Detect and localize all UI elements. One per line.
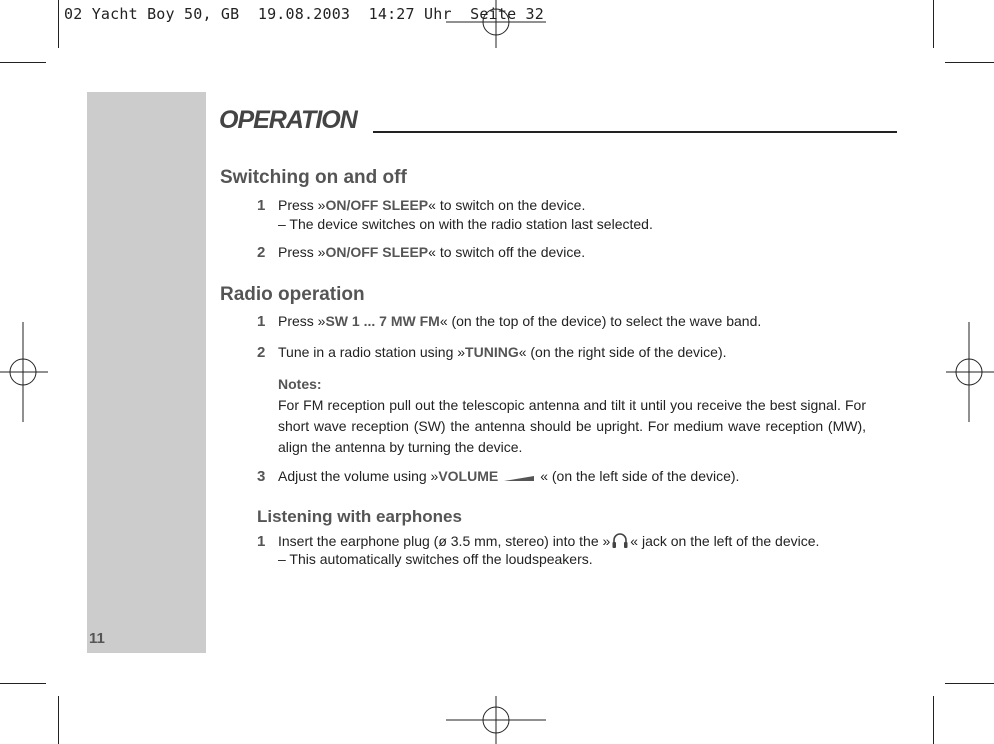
step-number: 2 (257, 344, 266, 361)
section-heading-switching: Switching on and off (220, 167, 407, 188)
step-text: « to switch on the device. (428, 197, 586, 213)
notes-label: Notes: (278, 376, 322, 392)
step-text: Adjust the volume using » (278, 468, 439, 484)
crop-mark (945, 62, 994, 63)
key-label: ON/OFF SLEEP (325, 197, 429, 213)
earphones-step-1-note: – This automatically switches off the loudspeakers. (278, 551, 593, 567)
step-text: Tune in a radio station using » (278, 344, 466, 360)
step-number: 3 (257, 468, 266, 485)
crop-mark (0, 683, 46, 684)
step-text: « to switch off the device. (428, 244, 586, 260)
step-text: « (on the top of the device) to select the wave band. (439, 313, 762, 329)
step-text: Insert the earphone plug (ø 3.5 mm, stereo) into the » (278, 533, 611, 549)
step-number: 1 (257, 533, 266, 550)
notes-text: For FM reception pull out the telescopic antenna and tilt it until you receive the best signal. For short wave reception (SW) the antenna should be upright. For medium wave reception (MW), align the antenna by turning the device. (278, 397, 866, 455)
crop-mark (933, 0, 934, 48)
page-title: OPERATION (219, 106, 357, 134)
step-number: 2 (257, 244, 266, 261)
step-text: « (on the right side of the device). (518, 344, 727, 360)
step-text: Press » (278, 244, 326, 260)
step-number: 1 (257, 197, 266, 214)
crop-mark (945, 683, 994, 684)
earphones-step-1 (257, 532, 819, 550)
key-label: ON/OFF SLEEP (325, 244, 429, 260)
side-band (87, 92, 206, 653)
volume-wedge-icon (504, 472, 534, 482)
step-number: 1 (257, 313, 266, 330)
switching-step-2 (257, 244, 585, 261)
page-number: 11 (89, 630, 105, 647)
key-label: VOLUME (438, 468, 499, 484)
crop-mark (58, 0, 59, 48)
registration-mark-top (446, 0, 546, 50)
title-rule (373, 131, 897, 133)
step-text: « (on the left side of the device). (540, 468, 740, 484)
print-header: 02 Yacht Boy 50, GB 19.08.2003 14:27 Uhr Seite 32 (64, 5, 544, 23)
switching-step-1-note: – The device switches on with the radio station last selected. (278, 216, 653, 232)
crop-mark (0, 62, 46, 63)
switching-step-1 (257, 197, 585, 214)
key-label: SW 1 ... 7 MW FM (325, 313, 440, 329)
crop-mark (58, 696, 59, 744)
registration-mark-bottom (446, 694, 546, 744)
section-heading-earphones: Listening with earphones (257, 507, 462, 526)
section-heading-radio: Radio operation (220, 284, 365, 305)
radio-step-3 (257, 468, 739, 485)
headphones-icon (611, 532, 629, 549)
radio-step-1 (257, 313, 761, 330)
title-row (219, 106, 897, 136)
registration-mark-right (946, 322, 994, 422)
step-text: Press » (278, 197, 326, 213)
radio-step-2 (257, 344, 727, 361)
crop-mark (933, 696, 934, 744)
key-label: TUNING (465, 344, 519, 360)
registration-mark-left (0, 322, 48, 422)
step-text: Press » (278, 313, 326, 329)
step-text: « jack on the left of the device. (630, 533, 820, 549)
